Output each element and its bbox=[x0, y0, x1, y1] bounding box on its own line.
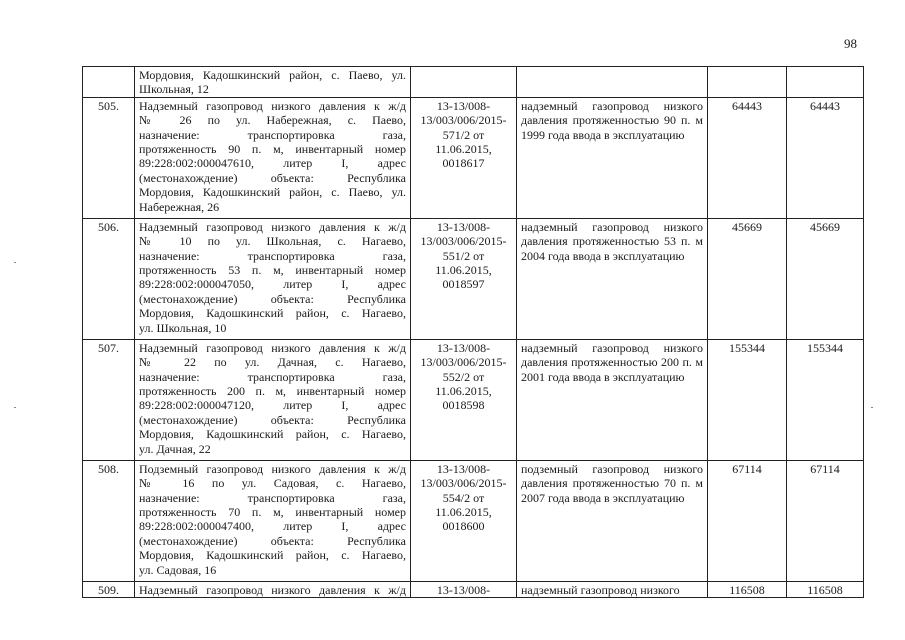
row-number-cell bbox=[83, 67, 135, 98]
property-registry-table bbox=[82, 66, 864, 598]
registration-cell bbox=[411, 67, 517, 98]
registration-line: 0018600 bbox=[442, 519, 485, 534]
description-line: назначение: транспортировка газа, bbox=[139, 490, 406, 505]
description-line: Надземный газопровод низкого давления к ж/д bbox=[139, 219, 406, 234]
registration-line: 554/2 от bbox=[442, 490, 485, 505]
value-cell-1 bbox=[708, 67, 787, 98]
characteristics-cell: подземный газопровод низкого давления протяженностью 70 п. м 2007 года ввода в эксплуатацию bbox=[517, 460, 708, 581]
description-line: Набережная, 26 bbox=[139, 199, 220, 214]
object-description-cell bbox=[135, 581, 411, 597]
registration-line: 11.06.2015, bbox=[435, 263, 492, 278]
description-line: Мордовия, Кадошкинский район, с. Нагаево, bbox=[139, 548, 406, 563]
description-line: назначение: транспортировка газа, bbox=[139, 248, 406, 263]
table-row bbox=[83, 581, 864, 597]
description-line: Подземный газопровод низкого давления к ж/д bbox=[139, 461, 406, 476]
object-description-cell bbox=[135, 460, 411, 581]
table-row bbox=[83, 460, 864, 581]
description-line: ул. Дачная, 22 bbox=[139, 441, 211, 456]
description-line: (местонахождение) объекта: Республика bbox=[139, 170, 406, 185]
description-line: Мордовия, Кадошкинский район, с. Нагаево, bbox=[139, 427, 406, 442]
value-cell-1: 45669 bbox=[708, 218, 787, 339]
description-line: ул. Садовая, 16 bbox=[139, 562, 217, 577]
registration-line: 11.06.2015, bbox=[435, 505, 492, 520]
registration-line: 571/2 от bbox=[442, 127, 485, 142]
value-cell-1: 64443 bbox=[708, 97, 787, 218]
row-number-cell: 508. bbox=[83, 460, 135, 581]
description-line: 89:228:002:000047120, литер I, адрес bbox=[139, 398, 406, 413]
value-cell-2 bbox=[787, 67, 864, 98]
registration-line: 0018617 bbox=[442, 156, 485, 171]
object-description-cell bbox=[135, 218, 411, 339]
row-number-cell: 507. bbox=[83, 339, 135, 460]
description-line: 89:228:002:000047610, литер I, адрес bbox=[139, 156, 406, 171]
description-line: Надземный газопровод низкого давления к ж/д bbox=[139, 98, 406, 113]
description-line: Мордовия, Кадошкинский район, с. Паево, ул. bbox=[139, 185, 406, 200]
description-line: Мордовия, Кадошкинский район, с. Паево, ул. bbox=[139, 68, 406, 82]
value-cell-1: 67114 bbox=[708, 460, 787, 581]
description-line: № 22 по ул. Дачная, с. Нагаево, bbox=[139, 355, 406, 370]
table-row bbox=[83, 97, 864, 218]
description-line: протяженность 200 п. м, инвентарный номер bbox=[139, 384, 406, 399]
registration-line: 13/003/006/2015- bbox=[420, 234, 507, 249]
object-description-cell bbox=[135, 67, 411, 98]
description-line: (местонахождение) объекта: Республика bbox=[139, 291, 406, 306]
value-cell-2: 64443 bbox=[787, 97, 864, 218]
table-body bbox=[83, 67, 864, 598]
description-line: ул. Школьная, 10 bbox=[139, 320, 227, 335]
description-line: протяженность 70 п. м, инвентарный номер bbox=[139, 505, 406, 520]
characteristics-cell: надземный газопровод низкого давления протяженностью 53 п. м 2004 года ввода в эксплуатацию bbox=[517, 218, 708, 339]
description-line: Мордовия, Кадошкинский район, с. Нагаево, bbox=[139, 306, 406, 321]
registration-line: 552/2 от bbox=[442, 369, 485, 384]
registration-cell bbox=[411, 460, 517, 581]
scan-mark bbox=[14, 407, 16, 408]
description-line: назначение: транспортировка газа, bbox=[139, 369, 406, 384]
description-line: Надземный газопровод низкого давления к ж/д bbox=[139, 582, 406, 597]
value-cell-1: 155344 bbox=[708, 339, 787, 460]
description-line: Надземный газопровод низкого давления к ж/д bbox=[139, 340, 406, 355]
registration-line: 11.06.2015, bbox=[435, 142, 492, 157]
description-line: (местонахождение) объекта: Республика bbox=[139, 412, 406, 427]
description-line: протяженность 53 п. м, инвентарный номер bbox=[139, 263, 406, 278]
registration-line: 13/003/006/2015- bbox=[420, 355, 507, 370]
registration-line: 13-13/008- bbox=[436, 582, 491, 597]
description-line: (местонахождение) объекта: Республика bbox=[139, 533, 406, 548]
registration-line: 0018597 bbox=[442, 277, 485, 292]
object-description-cell bbox=[135, 339, 411, 460]
registration-line: 11.06.2015, bbox=[435, 384, 492, 399]
row-number-cell: 506. bbox=[83, 218, 135, 339]
registration-line: 551/2 от bbox=[442, 248, 485, 263]
page-number: 98 bbox=[844, 36, 857, 51]
table-row bbox=[83, 67, 864, 98]
registration-line: 13/003/006/2015- bbox=[420, 113, 507, 128]
registration-line: 13-13/008- bbox=[436, 461, 491, 476]
description-line: № 26 по ул. Набережная, с. Паево, bbox=[139, 113, 406, 128]
table-row bbox=[83, 339, 864, 460]
characteristics-cell: надземный газопровод низкого давления протяженностью 90 п. м 1999 года ввода в эксплуатацию bbox=[517, 97, 708, 218]
registration-line: 13-13/008- bbox=[436, 98, 491, 113]
registration-cell bbox=[411, 581, 517, 597]
description-line: 89:228:002:000047050, литер I, адрес bbox=[139, 277, 406, 292]
description-line: протяженность 90 п. м, инвентарный номер bbox=[139, 142, 406, 157]
description-line: назначение: транспортировка газа, bbox=[139, 127, 406, 142]
row-number-cell: 509. bbox=[83, 581, 135, 597]
registration-line: 13-13/008- bbox=[436, 340, 491, 355]
registration-line: 13-13/008- bbox=[436, 219, 491, 234]
value-cell-2: 116508 bbox=[787, 581, 864, 597]
value-cell-2: 67114 bbox=[787, 460, 864, 581]
registration-cell bbox=[411, 97, 517, 218]
characteristics-cell bbox=[517, 67, 708, 98]
registration-cell bbox=[411, 218, 517, 339]
characteristics-cell: надземный газопровод низкого bbox=[517, 581, 708, 597]
value-cell-1: 116508 bbox=[708, 581, 787, 597]
description-line: Школьная, 12 bbox=[139, 82, 209, 97]
scan-mark bbox=[14, 262, 16, 263]
description-line: № 16 по ул. Садовая, с. Нагаево, bbox=[139, 476, 406, 491]
description-line: № 10 по ул. Школьная, с. Нагаево, bbox=[139, 234, 406, 249]
table-row bbox=[83, 218, 864, 339]
characteristics-cell: надземный газопровод низкого давления протяженностью 200 п. м 2001 года ввода в эксплуатацию bbox=[517, 339, 708, 460]
value-cell-2: 45669 bbox=[787, 218, 864, 339]
value-cell-2: 155344 bbox=[787, 339, 864, 460]
registration-line: 13/003/006/2015- bbox=[420, 476, 507, 491]
scan-mark bbox=[871, 407, 873, 408]
registration-line: 0018598 bbox=[442, 398, 485, 413]
row-number-cell: 505. bbox=[83, 97, 135, 218]
description-line: 89:228:002:000047400, литер I, адрес bbox=[139, 519, 406, 534]
object-description-cell bbox=[135, 97, 411, 218]
registration-cell bbox=[411, 339, 517, 460]
